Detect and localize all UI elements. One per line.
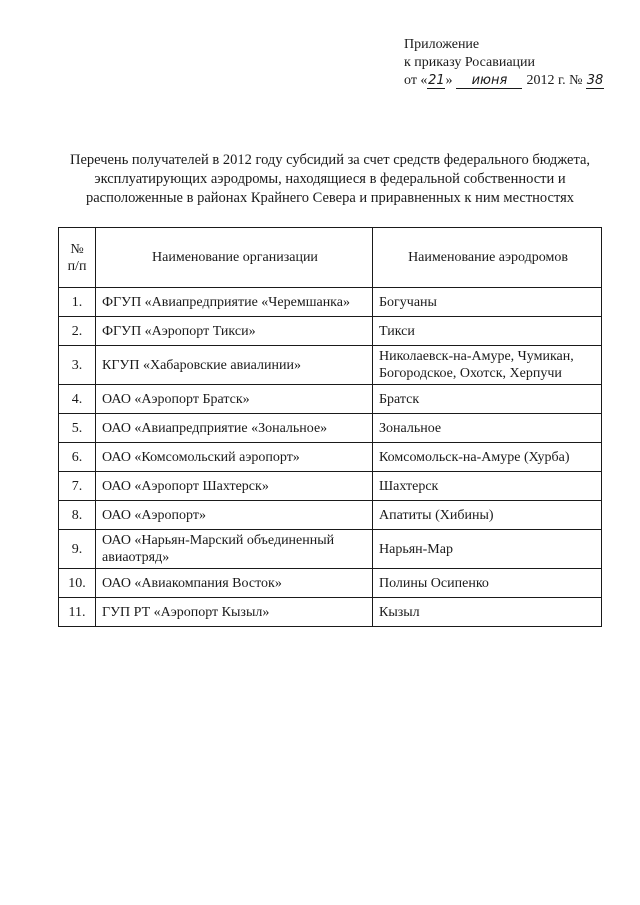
handwritten-day: 21 bbox=[428, 73, 445, 88]
order-prefix: от « bbox=[404, 73, 428, 88]
order-date-line bbox=[404, 72, 604, 90]
row-aerodrome: Богучаны bbox=[373, 288, 602, 317]
header-num bbox=[59, 228, 96, 288]
row-organization: ГУП РТ «Аэропорт Кызыл» bbox=[96, 598, 373, 627]
table-row bbox=[59, 530, 602, 569]
row-organization: ФГУП «Авиапредприятие «Черемшанка» bbox=[96, 288, 373, 317]
order-year: 2012 г. № bbox=[526, 73, 583, 88]
row-number: 5. bbox=[59, 414, 96, 443]
row-aerodrome: Николаевск-на-Амуре, Чумикан, Богородское, Охотск, Херпучи bbox=[373, 346, 602, 385]
row-aerodrome: Тикси bbox=[373, 317, 602, 346]
row-aerodrome: Шахтерск bbox=[373, 472, 602, 501]
recipients-table bbox=[58, 227, 602, 627]
header-aerodromes: Наименование аэродромов bbox=[373, 228, 602, 288]
row-aerodrome: Полины Осипенко bbox=[373, 569, 602, 598]
row-number: 2. bbox=[59, 317, 96, 346]
appendix-label: Приложение bbox=[404, 37, 480, 52]
row-organization: ОАО «Нарьян-Марский объединенный авиаотряд» bbox=[96, 530, 373, 569]
row-organization: ОАО «Комсомольский аэропорт» bbox=[96, 443, 373, 472]
row-organization: ОАО «Аэропорт» bbox=[96, 501, 373, 530]
row-aerodrome: Зональное bbox=[373, 414, 602, 443]
table-row bbox=[59, 501, 602, 530]
table-row bbox=[59, 317, 602, 346]
appendix-block bbox=[404, 36, 604, 90]
row-aerodrome: Апатиты (Хибины) bbox=[373, 501, 602, 530]
table-row bbox=[59, 443, 602, 472]
table-row bbox=[59, 569, 602, 598]
table-row bbox=[59, 414, 602, 443]
table-row bbox=[59, 288, 602, 317]
row-aerodrome: Нарьян-Мар bbox=[373, 530, 602, 569]
row-aerodrome: Комсомольск-на-Амуре (Хурба) bbox=[373, 443, 602, 472]
row-organization: ОАО «Авиапредприятие «Зональное» bbox=[96, 414, 373, 443]
table-row bbox=[59, 598, 602, 627]
row-organization: КГУП «Хабаровские авиалинии» bbox=[96, 346, 373, 385]
header-num-symbol: № bbox=[70, 241, 84, 257]
row-number: 4. bbox=[59, 385, 96, 414]
row-number: 8. bbox=[59, 501, 96, 530]
handwritten-month: июня bbox=[456, 74, 522, 89]
header-num-abbr: п/п bbox=[67, 258, 87, 274]
row-organization: ОАО «Аэропорт Братск» bbox=[96, 385, 373, 414]
order-mid: » bbox=[445, 73, 453, 88]
table-header-row bbox=[59, 228, 602, 288]
table-row bbox=[59, 472, 602, 501]
row-number: 3. bbox=[59, 346, 96, 385]
row-organization: ОАО «Аэропорт Шахтерск» bbox=[96, 472, 373, 501]
row-number: 10. bbox=[59, 569, 96, 598]
table-row bbox=[59, 385, 602, 414]
header-organization: Наименование организации bbox=[96, 228, 373, 288]
row-number: 11. bbox=[59, 598, 96, 627]
title-line-3: расположенные в районах Крайнего Севера и приравненных к ним местностях bbox=[85, 190, 575, 206]
row-number: 6. bbox=[59, 443, 96, 472]
row-number: 7. bbox=[59, 472, 96, 501]
row-aerodrome: Кызыл bbox=[373, 598, 602, 627]
row-number: 1. bbox=[59, 288, 96, 317]
table-row bbox=[59, 346, 602, 385]
document-title bbox=[40, 151, 620, 208]
title-line-1: Перечень получателей в 2012 году субсидий за счет средств федерального бюджета, bbox=[69, 152, 591, 168]
title-line-2: эксплуатирующих аэродромы, находящиеся в федеральной собственности и bbox=[94, 171, 566, 187]
row-organization: ФГУП «Аэропорт Тикси» bbox=[96, 317, 373, 346]
row-organization: ОАО «Авиакомпания Восток» bbox=[96, 569, 373, 598]
appendix-order-ref: к приказу Росавиации bbox=[404, 55, 536, 70]
handwritten-order-number: 38 bbox=[586, 73, 604, 88]
row-number: 9. bbox=[59, 530, 96, 569]
row-aerodrome: Братск bbox=[373, 385, 602, 414]
